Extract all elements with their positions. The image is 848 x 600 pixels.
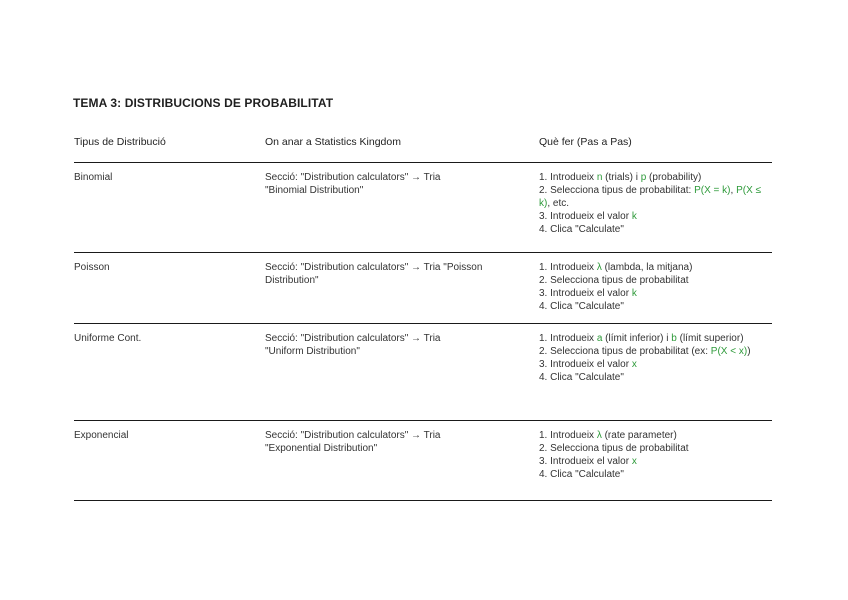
highlighted-variable: λ bbox=[596, 262, 602, 273]
highlighted-variable: x bbox=[631, 359, 637, 370]
where-line: "Exponential Distribution" bbox=[265, 443, 378, 454]
highlighted-variable: P(X ≤ k) bbox=[539, 185, 762, 209]
table-row-uniform bbox=[74, 324, 772, 421]
step-item bbox=[539, 358, 772, 371]
step-item bbox=[539, 223, 772, 236]
step-item bbox=[539, 210, 772, 223]
step-item bbox=[539, 261, 772, 274]
cell-where-to-go bbox=[265, 429, 539, 500]
step-text: 1. Introdueix bbox=[539, 262, 597, 273]
distribution-table bbox=[74, 130, 772, 501]
step-item bbox=[539, 455, 772, 468]
step-text: 2. Selecciona tipus de probabilitat bbox=[539, 443, 689, 454]
table-row-exponential bbox=[74, 421, 772, 501]
step-text: 4. Clica "Calculate" bbox=[539, 301, 624, 312]
highlighted-variable: P(X < x) bbox=[710, 346, 748, 357]
highlighted-variable: p bbox=[640, 172, 647, 183]
cell-where-to-go bbox=[265, 171, 539, 252]
step-item bbox=[539, 429, 772, 442]
step-text: (trials) i bbox=[602, 172, 641, 183]
step-item bbox=[539, 184, 772, 210]
step-text: 3. Introdueix el valor bbox=[539, 359, 632, 370]
step-item bbox=[539, 274, 772, 287]
where-line: Secció: "Distribution calculators" → Tria "Poisson bbox=[265, 262, 483, 273]
where-line: "Binomial Distribution" bbox=[265, 185, 364, 196]
highlighted-variable: λ bbox=[596, 430, 602, 441]
step-text: 3. Introdueix el valor bbox=[539, 456, 632, 467]
step-text: (lambda, la mitjana) bbox=[601, 262, 693, 273]
step-text: 1. Introdueix bbox=[539, 333, 597, 344]
cell-distribution-type: Binomial bbox=[74, 172, 113, 183]
highlighted-variable: n bbox=[596, 172, 603, 183]
step-text: (probability) bbox=[646, 172, 702, 183]
highlighted-variable: P(X = k) bbox=[694, 185, 731, 196]
step-text: 4. Clica "Calculate" bbox=[539, 469, 624, 480]
step-text: 2. Selecciona tipus de probabilitat bbox=[539, 275, 689, 286]
cell-steps bbox=[539, 429, 772, 500]
where-line: "Uniform Distribution" bbox=[265, 346, 360, 357]
highlighted-variable: a bbox=[596, 333, 603, 344]
step-item bbox=[539, 345, 772, 358]
where-line: Distribution" bbox=[265, 275, 319, 286]
step-item bbox=[539, 332, 772, 345]
cell-steps bbox=[539, 171, 772, 252]
highlighted-variable: b bbox=[671, 333, 677, 344]
cell-steps bbox=[539, 332, 772, 420]
step-text: (límit inferior) i bbox=[602, 333, 672, 344]
step-item bbox=[539, 171, 772, 184]
step-text: 4. Clica "Calculate" bbox=[539, 372, 624, 383]
table-row-binomial bbox=[74, 163, 772, 253]
header-where-to-go: On anar a Statistics Kingdom bbox=[265, 136, 401, 148]
cell-distribution-type: Poisson bbox=[74, 262, 110, 273]
page-title: TEMA 3: DISTRIBUCIONS DE PROBABILITAT bbox=[73, 96, 334, 110]
step-text: , bbox=[730, 185, 737, 196]
step-text: 2. Selecciona tipus de probabilitat (ex: bbox=[539, 346, 711, 357]
step-item bbox=[539, 442, 772, 455]
step-text: 1. Introdueix bbox=[539, 430, 597, 441]
step-item bbox=[539, 300, 772, 313]
cell-where-to-go bbox=[265, 261, 539, 323]
step-text: 1. Introdueix bbox=[539, 172, 597, 183]
step-text: , etc. bbox=[547, 198, 570, 209]
step-item bbox=[539, 371, 772, 384]
step-text: 2. Selecciona tipus de probabilitat: bbox=[539, 185, 695, 196]
step-text: 3. Introdueix el valor bbox=[539, 211, 632, 222]
header-what-to-do: Què fer (Pas a Pas) bbox=[539, 136, 632, 148]
highlighted-variable: k bbox=[631, 288, 637, 299]
where-line: Secció: "Distribution calculators" → Tria bbox=[265, 430, 441, 441]
cell-distribution-type: Uniforme Cont. bbox=[74, 333, 142, 344]
where-line: Secció: "Distribution calculators" → Tria bbox=[265, 172, 441, 183]
step-item bbox=[539, 287, 772, 300]
step-text: ) bbox=[747, 346, 751, 357]
where-line: Secció: "Distribution calculators" → Tria bbox=[265, 333, 441, 344]
step-text: 3. Introdueix el valor bbox=[539, 288, 632, 299]
step-text: 4. Clica "Calculate" bbox=[539, 224, 624, 235]
table-row-poisson bbox=[74, 253, 772, 324]
cell-where-to-go bbox=[265, 332, 539, 420]
highlighted-variable: x bbox=[631, 456, 637, 467]
step-text: (rate parameter) bbox=[601, 430, 677, 441]
highlighted-variable: k bbox=[631, 211, 637, 222]
cell-steps bbox=[539, 261, 772, 323]
step-text: (límit superior) bbox=[676, 333, 744, 344]
step-item bbox=[539, 468, 772, 481]
cell-distribution-type: Exponencial bbox=[74, 430, 129, 441]
header-distribution-type: Tipus de Distribució bbox=[74, 136, 166, 148]
table-header-row bbox=[74, 130, 772, 163]
